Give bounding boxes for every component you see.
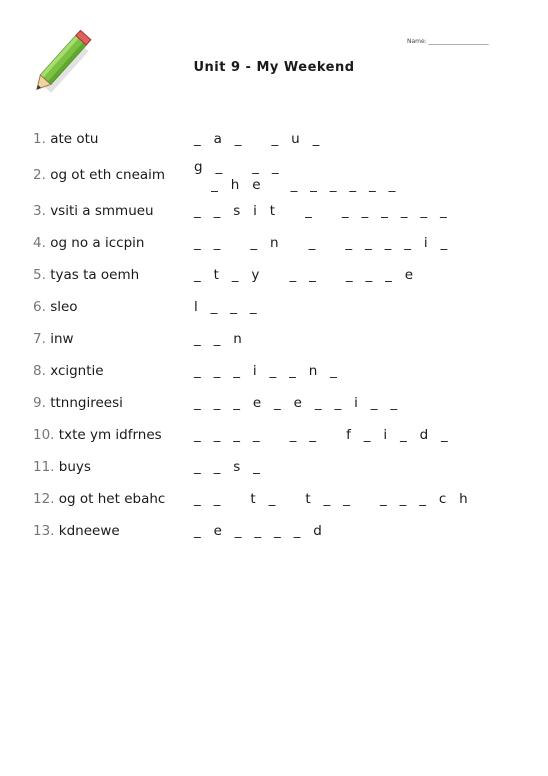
answer-line: _ _ t _ t _ _ _ _ _ c h <box>194 491 468 507</box>
item-number: 7. <box>33 331 46 347</box>
item-number: 5. <box>33 267 46 283</box>
answer-line: _ h e _ _ _ _ _ _ <box>194 177 396 193</box>
clue <box>33 267 139 283</box>
scrambled-word: og no a iccpin <box>50 235 145 251</box>
item-number: 3. <box>33 203 46 219</box>
answer-line: _ _ n <box>194 331 242 347</box>
clue <box>33 363 104 379</box>
answer-line: _ a _ _ u _ <box>194 131 320 147</box>
item-number: 4. <box>33 235 46 251</box>
scrambled-word: txte ym idfrnes <box>58 427 162 443</box>
item-number: 1. <box>33 131 46 147</box>
clue <box>33 395 123 411</box>
answer-line: g _ _ _ <box>194 159 279 175</box>
item-number: 11. <box>33 459 55 475</box>
item-number: 6. <box>33 299 46 315</box>
clue <box>33 299 78 315</box>
clue <box>33 491 165 507</box>
scrambled-word: kdneewe <box>58 523 120 539</box>
answer-line: _ _ s _ <box>194 459 260 475</box>
clue <box>33 167 165 183</box>
answer-line: _ _ s i t _ _ _ _ _ _ _ <box>194 203 447 219</box>
clue <box>33 523 120 539</box>
clue <box>33 131 98 147</box>
answer-line: _ t _ y _ _ _ _ _ e <box>194 267 414 283</box>
scrambled-word: tyas ta oemh <box>50 267 140 283</box>
item-number: 8. <box>33 363 46 379</box>
scrambled-word: vsiti a smmueu <box>50 203 154 219</box>
item-number: 13. <box>33 523 55 539</box>
clue <box>33 203 154 219</box>
answer-line: _ _ _ e _ e _ _ i _ _ <box>194 395 398 411</box>
scrambled-word: sleo <box>50 299 78 315</box>
scrambled-word: inw <box>50 331 74 347</box>
item-number: 2. <box>33 167 46 183</box>
item-number: 9. <box>33 395 46 411</box>
scrambled-word: og ot het ebahc <box>58 491 166 507</box>
answer-line: _ _ _ i _ _ n _ <box>194 363 337 379</box>
clue <box>33 427 162 443</box>
name-field-label: Name: ____________________ <box>407 38 489 45</box>
scrambled-word: ttnngireesi <box>50 395 123 411</box>
clue <box>33 459 91 475</box>
item-number: 10. <box>33 427 55 443</box>
answer-line: _ _ _ _ _ _ f _ i _ d _ <box>194 427 448 443</box>
scrambled-word: xcigntie <box>50 363 104 379</box>
clue <box>33 331 74 347</box>
clue <box>33 235 144 251</box>
scrambled-word: ate otu <box>50 131 99 147</box>
answer-line: _ _ _ n _ _ _ _ _ i _ <box>194 235 448 251</box>
answer-line: l _ _ _ <box>194 299 257 315</box>
answer-line: _ e _ _ _ _ d <box>194 523 322 539</box>
scrambled-word: og ot eth cneaim <box>50 167 166 183</box>
scrambled-word: buys <box>58 459 91 475</box>
worksheet-title: Unit 9 - My Weekend <box>193 60 355 75</box>
item-number: 12. <box>33 491 55 507</box>
